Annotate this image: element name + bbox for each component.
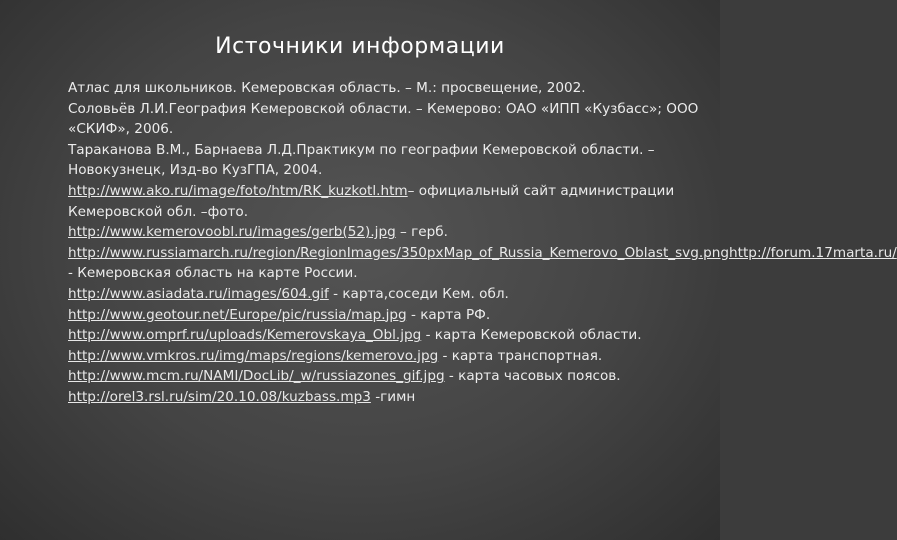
source-link[interactable]: http://www.asiadata.ru/images/604.gif bbox=[68, 285, 329, 302]
list-item bbox=[26, 99, 702, 140]
item-text: - карта Кемеровской области. bbox=[421, 327, 642, 344]
source-link[interactable]: http://www.ako.ru/image/foto/htm/RK_kuzkotl.htm bbox=[68, 182, 408, 199]
slide-title: Источники информации bbox=[215, 34, 505, 59]
item-text: - карта транспортная. bbox=[438, 347, 603, 364]
item-text: - карта,соседи Кем. обл. bbox=[328, 285, 509, 302]
item-text: – официальный сайт администрации Кемеровской обл. –фото. bbox=[68, 182, 675, 220]
item-text: Атлас для школьников. Кемеровская область. – М.: просвещение, 2002. bbox=[68, 80, 586, 96]
list-item bbox=[26, 387, 702, 408]
list-item bbox=[26, 222, 702, 243]
source-link[interactable]: http://orel3.rsl.ru/sim/20.10.08/kuzbass.mp3 bbox=[68, 388, 371, 405]
source-link[interactable]: http://www.omprf.ru/uploads/Kemerovskaya_Obl.jpg bbox=[68, 327, 422, 344]
source-list bbox=[26, 78, 897, 408]
source-link[interactable]: http://www.kemerovoobl.ru/images/gerb(52).jpg bbox=[68, 224, 396, 241]
list-item bbox=[26, 305, 702, 326]
item-text: Тараканова В.М., Барнаева Л.Д.Практикум по географии Кемеровской области. – Новокузнецк, Изд-во КузГПА, 2004. bbox=[68, 141, 655, 179]
item-text: Соловьёв Л.И.География Кемеровской области. – Кемерово: ОАО «ИПП «Кузбасс»; ООО «СКИФ», 2006. bbox=[68, 100, 699, 138]
list-item bbox=[26, 243, 897, 284]
item-text: – герб. bbox=[395, 224, 448, 241]
list-item bbox=[26, 366, 702, 387]
list-item bbox=[26, 181, 702, 222]
list-item bbox=[26, 140, 702, 181]
list-item bbox=[26, 78, 702, 99]
item-text: - Кемеровская область на карте России. bbox=[68, 265, 358, 282]
source-link[interactable]: http://www.vmkros.ru/img/maps/regions/kemerovo.jpg bbox=[68, 347, 439, 364]
item-text: - карта часовых поясов. bbox=[444, 368, 621, 385]
source-link[interactable]: http://www.mcm.ru/NAMI/DocLib/_w/russiazones_gif.jpg bbox=[68, 368, 445, 385]
item-text: - карта РФ. bbox=[406, 306, 491, 323]
list-item bbox=[26, 284, 702, 305]
list-item bbox=[26, 346, 702, 367]
list-item bbox=[26, 325, 702, 346]
item-text: -гимн bbox=[370, 388, 416, 405]
source-link[interactable]: http://www.russiamarch.ru/region/RegionImages/350pxMap_of_Russia_Kemerovo_Oblast_svg.pnghttp://forum.17marta.ru/ bbox=[68, 244, 897, 261]
source-link[interactable]: http://www.geotour.net/Europe/pic/russia/map.jpg bbox=[68, 306, 407, 323]
